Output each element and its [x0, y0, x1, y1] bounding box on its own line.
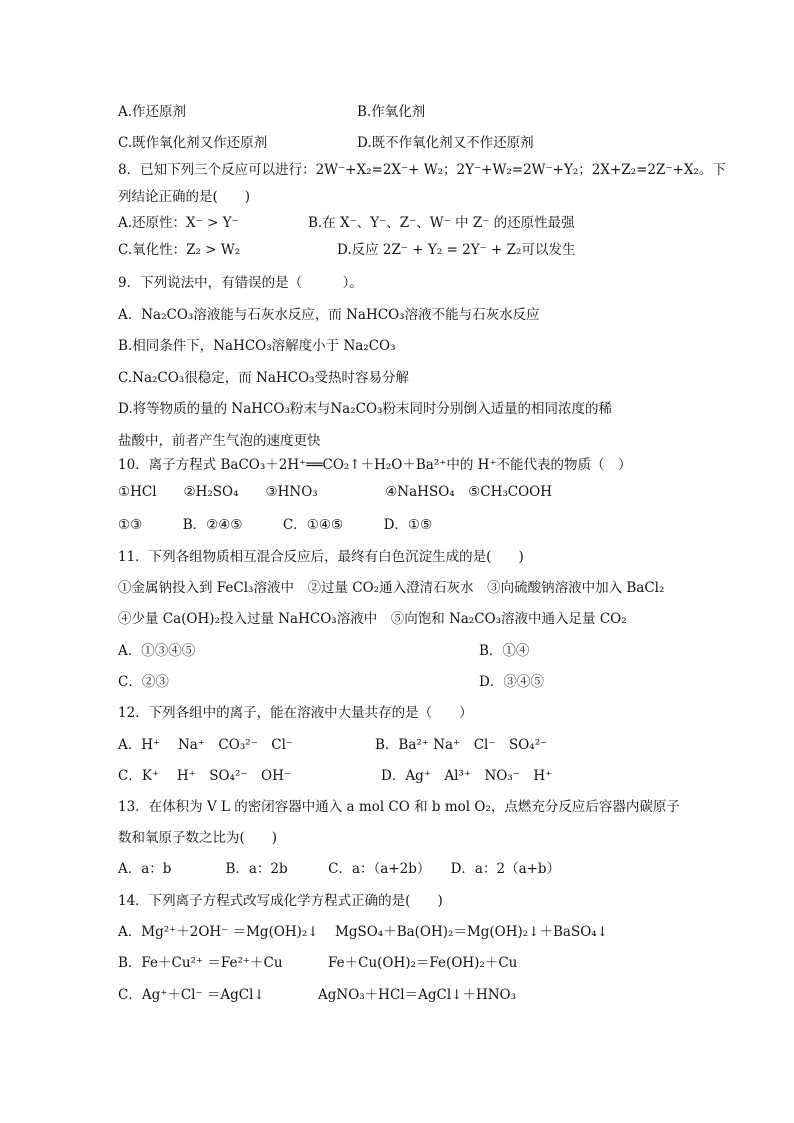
line-text: 11．下列各组物质相互混合反应后，最终有白色沉淀生成的是( ) [118, 549, 524, 565]
text-line [118, 160, 726, 180]
line-text: C.Na₂CO₃很稳定，而 NaHCO₃受热时容易分解 [118, 370, 409, 386]
line-text: A．①③④⑤ [118, 643, 196, 659]
line-text: ①③ B．②④⑤ C．①④⑤ D．①⑤ [118, 517, 433, 533]
line-text: A．Na₂CO₃溶液能与石灰水反应，而 NaHCO₃溶液不能与石灰水反应 [118, 307, 540, 323]
line-text: 9．下列说法中，有错误的是（ ）。 [118, 275, 363, 291]
line-text: ④少量 Ca(OH)₂投入过量 NaHCO₃溶液中 ⑤向饱和 Na₂CO₃溶液中通入足量 CO₂ [118, 611, 627, 627]
text-line [118, 953, 283, 973]
line-text: 14．下列离子方程式改写成化学方程式正确的是( ) [118, 893, 443, 909]
line-text-col2: D．Ag⁺ Al³⁺ NO₃⁻ H⁺ [381, 768, 553, 784]
line-text-col2: B.作氧化剂 [357, 104, 426, 120]
line-text-col2: B．①④ [479, 643, 530, 659]
text-line [118, 859, 560, 879]
line-text-col2: D.既不作氧化剂又不作还原剂 [357, 135, 534, 151]
line-text: 8．已知下列三个反应可以进行：2W⁻+X₂=2X⁻+ W₂；2Y⁻+W₂=2W⁻+Y₂；2X+Z₂=2Z⁻+X₂。下 [118, 162, 726, 178]
line-text: B.相同条件下，NaHCO₃溶解度小于 Na₂CO₃ [118, 338, 396, 354]
line-text: C．K⁺ H⁺ SO₄²⁻ OH⁻ [118, 768, 291, 784]
line-text: A．H⁺ Na⁺ CO₃²⁻ Cl⁻ [118, 737, 294, 753]
text-line [118, 482, 552, 502]
text-line [118, 578, 664, 598]
text-line [118, 515, 432, 535]
line-text: C.氧化性：Z₂ > W₂ [118, 242, 241, 258]
line-text: D.将等物质的量的 NaHCO₃粉末与Na₂CO₃粉末同时分别倒入适量的相同浓度的稀 [118, 401, 612, 417]
text-line [118, 240, 240, 260]
text-line [118, 547, 524, 567]
text-line [118, 305, 540, 325]
line-text: ①金属钠投入到 FeCl₃溶液中 ②过量 CO₂通入澄清石灰水 ③向硫酸钠溶液中加入 BaCl₂ [118, 580, 665, 596]
text-line [118, 985, 265, 1005]
line-text-col2: D.反应 2Z⁻ + Y₂ = 2Y⁻ + Z₂可以发生 [337, 242, 576, 258]
line-text: 列结论正确的是( ) [118, 189, 251, 205]
text-line [118, 399, 612, 419]
line-text-col2: AgNO₃＋HCl＝AgCl↓＋HNO₃ [318, 987, 517, 1003]
line-text: A．a：b B．a：2b C．a：（a+2b） D．a：2（a+b） [118, 861, 561, 877]
line-text: C.既作氧化剂又作还原剂 [118, 135, 268, 151]
line-text: 10．离子方程式 BaCO₃＋2H⁺══CO₂↑＋H₂O＋Ba²⁺中的 H⁺不能代表的物质（ ） [118, 457, 632, 473]
line-text: 13．在体积为 V L 的密闭容器中通入 a mol CO 和 b mol O₂，点燃充分反应后容器内碳原子 [118, 799, 680, 815]
line-text-col2: D．③④⑤ [479, 674, 544, 690]
line-text: 12．下列各组中的离子，能在溶液中大量共存的是（ ） [118, 705, 473, 721]
text-line [118, 102, 186, 122]
text-line [118, 922, 319, 942]
text-line [118, 368, 409, 388]
line-text: A．Mg²⁺＋2OH⁻ ＝Mg(OH)₂↓ [118, 924, 319, 940]
text-line [118, 431, 321, 451]
text-line [118, 641, 195, 661]
line-text-col2: B.在 X⁻、Y⁻、Z⁻、W⁻ 中 Z⁻ 的还原性最强 [308, 215, 575, 231]
text-line [118, 672, 169, 692]
text-line [118, 766, 291, 786]
line-text: C．②③ [118, 674, 169, 690]
text-line [118, 828, 277, 848]
text-line [118, 187, 250, 207]
text-line [118, 891, 443, 911]
text-line [118, 133, 267, 153]
line-text-col2: B．Ba²⁺ Na⁺ Cl⁻ SO₄²⁻ [375, 737, 548, 753]
text-line [118, 609, 627, 629]
line-text: A.作还原剂 [118, 104, 187, 120]
text-line [118, 797, 680, 817]
line-text-col2: MgSO₄＋Ba(OH)₂＝Mg(OH)₂↓＋BaSO₄↓ [335, 924, 609, 940]
text-line [118, 336, 396, 356]
text-line [118, 213, 239, 233]
line-text: ①HCl ②H₂SO₄ ③HNO₃ ④NaHSO₄ ⑤CH₃COOH [118, 484, 553, 500]
text-line [118, 735, 293, 755]
text-line [118, 455, 632, 475]
text-line [118, 273, 363, 293]
line-text: 盐酸中，前者产生气泡的速度更快 [118, 433, 321, 449]
line-text: C．Ag⁺＋Cl⁻ ＝AgCl↓ [118, 987, 265, 1003]
line-text: B．Fe＋Cu²⁺ ＝Fe²⁺＋Cu [118, 955, 283, 971]
line-text-col2: Fe＋Cu(OH)₂＝Fe(OH)₂＋Cu [328, 955, 518, 971]
line-text: 数和氧原子数之比为( ) [118, 830, 278, 846]
line-text: A.还原性：X⁻ > Y⁻ [118, 215, 239, 231]
text-line [118, 703, 473, 723]
